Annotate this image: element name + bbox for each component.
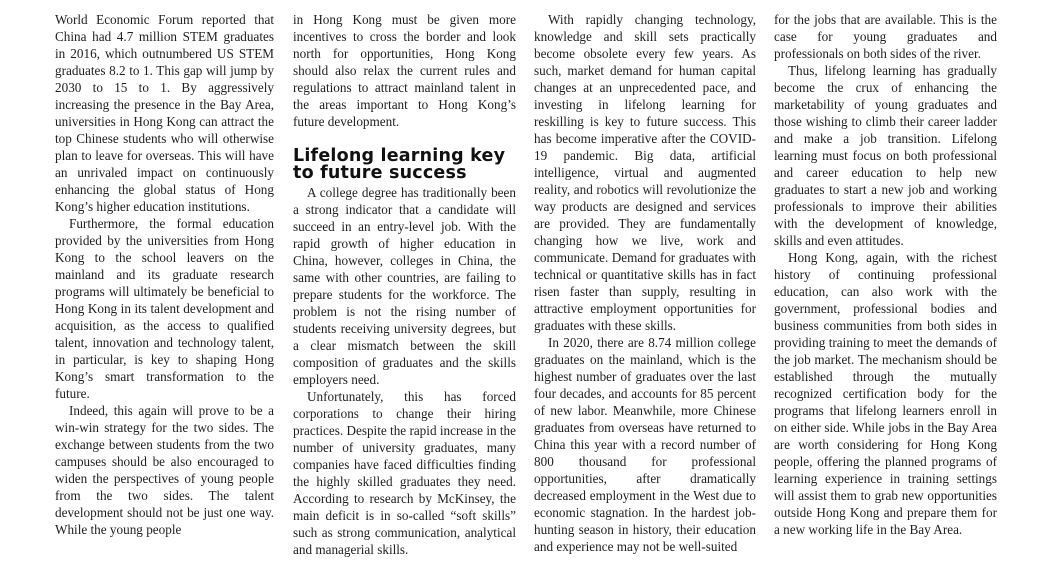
paragraph: in Hong Kong must be given more incentives to cross the border and look north for opportunities, Hong Kong should also relax the current rules and regulations to attract mainland talent in the areas important to Hong Kong’s future development.	[293, 12, 516, 129]
section-subheading: Lifelong learning key to future success	[293, 146, 506, 183]
paragraph: In 2020, there are 8.74 million college graduates on the mainland, which is the highest number of graduates over the last four decades, and accounts for 85 percent of new labor. Meanwhile, more Chinese graduates from overseas have returned to China this year with a record number of 800 thousand for professional opportunities, after dramatically decreased employment in the West due to economic stagnation. In the hardest job-hunting season in history, their education and experience may not be well-suited	[534, 335, 756, 554]
article-column-1	[55, 11, 274, 538]
paragraph: With rapidly changing technology, knowledge and skill sets practically become obsolete every few years. As such, market demand for human capital changes at an unprecedented pace, and investing in lifelong learning for reskilling is key to future success. This has become imperative after the COVID-19 pandemic. Big data, artificial intelligence, virtual and augmented reality, and robotics will revolutionize the way products are designed and services are provided. They are fundamentally changing how we live, work and communicate. Demand for graduates with technical or quantitative skills has in fact risen faster than supply, resulting in attractive employment opportunities for graduates with these skills.	[534, 12, 756, 333]
paragraph: Furthermore, the formal education provided by the universities from Hong Kong to the school leavers on the mainland and its graduate research programs will ultimately be beneficial to Hong Kong in its talent development and acquisition, as the access to qualified talent, innovation and technology talent, in particular, is key to shaping Hong Kong’s smart transformation to the future.	[55, 216, 274, 401]
article-column-2	[293, 11, 516, 558]
paragraph: Indeed, this again will prove to be a win-win strategy for the two sides. The exchange between students from the two campuses should be also encouraged to widen the perspectives of young people from the two sides. The talent development should not be just one way. While the young people	[55, 403, 274, 537]
paragraph: for the jobs that are available. This is the case for young graduates and professionals on both sides of the river.	[774, 12, 997, 61]
paragraph: Unfortunately, this has forced corporations to change their hiring practices. Despite the rapid increase in the number of university graduates, many companies have faced difficulties finding the highly skilled graduates they need. According to research by McKinsey, the main deficit is in so-called “soft skills” such as strong communication, analytical and managerial skills.	[293, 389, 516, 557]
paragraph: A college degree has traditionally been a strong indicator that a candidate will succeed in an entry-level job. With the rapid growth of higher education in China, however, colleges in China, the same with other countries, are failing to prepare students for the workforce. The problem is not the rising number of students receiving university degrees, but a clear mismatch between the skill composition of graduates and the skills employers need.	[293, 185, 516, 387]
paragraph: Hong Kong, again, with the richest history of continuing professional education, can also work with the government, professional bodies and business communities from both sides in providing training to meet the demands of the job market. The mechanism should be established through the mutually recognized certification body for the programs that lifelong learners enroll in on either side. While jobs in the Bay Area are worth considering for Hong Kong people, offering the planned programs of learning experience in training settings will assist them to grab new opportunities outside Hong Kong and prepare them for a new working life in the Bay Area.	[774, 250, 997, 537]
paragraph: Thus, lifelong learning has gradually become the crux of enhancing the marketability of young graduates and those wishing to climb their career ladder and make a job transition. Lifelong learning must focus on both professional and career education to help new graduates to start a new job and working professionals to improve their abilities with the development of knowledge, skills and even attitudes.	[774, 63, 997, 248]
article-column-3	[534, 11, 756, 555]
article-column-4	[774, 11, 997, 538]
paragraph: World Economic Forum reported that China had 4.7 million STEM graduates in 2016, which outnumbered US STEM graduates 8.2 to 1. This gap will jump by 2030 to 15 to 1. By aggressively increasing the presence in the Bay Area, universities in Hong Kong can attract the top Chinese students who will otherwise plan to leave for overseas. This will have an unrivaled impact on continuously enhancing the global status of Hong Kong’s higher education institutions.	[55, 12, 274, 214]
